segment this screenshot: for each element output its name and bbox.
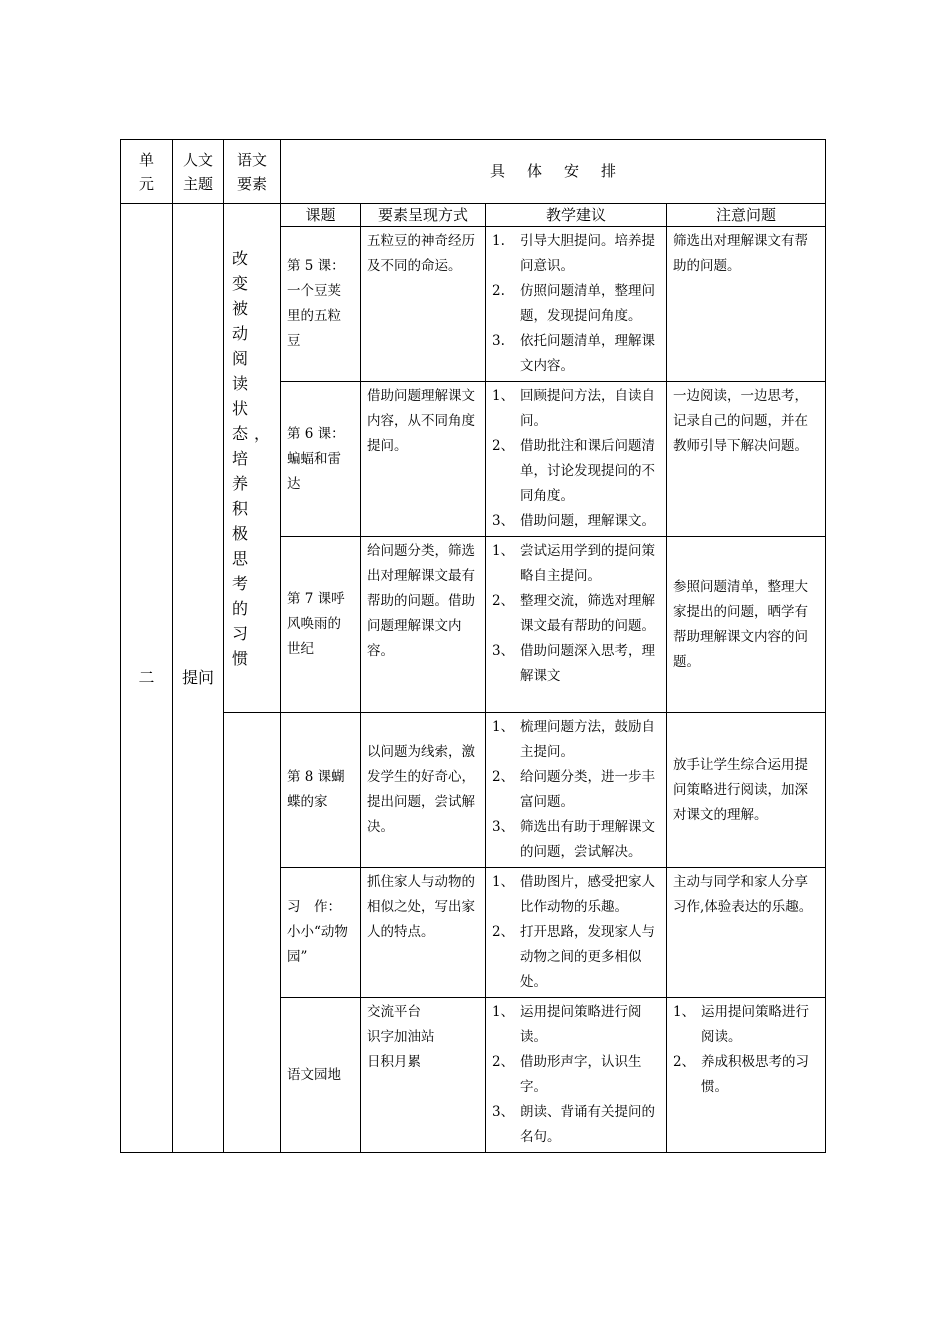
list-item: 3、 借助问题深入思考，理解课文 [492,643,655,684]
presentation-text: 借助问题理解课文内容，从不同角度提问。 [361,382,486,537]
theme-value: 提问 [173,204,224,1153]
presentation-line: 日积月累 [367,1054,421,1070]
attention-cell [667,998,826,1153]
list-item: 3、 借助问题，理解课文。 [492,513,655,529]
presentation-text: 以问题为线索，激发学生的好奇心，提出问题，尝试解决。 [361,713,486,868]
presentation-text: 给问题分类，筛选出对理解课文最有帮助的问题。借助问题理解课文内容。 [361,537,486,713]
list-item: 3. 依托问题清单，理解课文内容。 [492,333,655,374]
list-item: 3、 朗读、背诵有关提问的名句。 [492,1104,655,1145]
suggestion-cell [486,382,667,537]
attention-text: 参照问题清单，整理大家提出的问题，晒学有帮助理解课文内容的问题。 [667,537,826,713]
list-item: 1、 梳理问题方法，鼓励自主提问。 [492,719,655,760]
lesson-title: 第 6 课：蝙蝠和雷达 [281,382,361,537]
attention-text: 主动与同学和家人分享习作,体验表达的乐趣。 [667,868,826,998]
unit-value: 二 [121,204,173,1153]
attention-text: 一边阅读，一边思考，记录自己的问题，并在教师引导下解决问题。 [667,382,826,537]
header-row [121,140,826,204]
lesson-title: 第 5 课：一个豆荚里的五粒豆 [281,227,361,382]
header-theme-cell [173,140,224,204]
subheader-lesson: 课题 [281,204,361,227]
list-item: 2、 给问题分类，进一步丰富问题。 [492,769,655,810]
list-item: 3、 筛选出有助于理解课文的问题，尝试解决。 [492,819,655,860]
element-empty-cell [224,713,281,1153]
lesson-title: 第 7 课呼风唤雨的世纪 [281,537,361,713]
attention-text: 筛选出对理解课文有帮助的问题。 [667,227,826,382]
suggestion-cell [486,713,667,868]
list-item: 1. 引导大胆提问。培养提问意识。 [492,233,655,274]
list-item: 1、 借助图片，感受把家人比作动物的乐趣。 [492,874,655,915]
list-item: 1、 运用提问策略进行阅读。 [492,1004,642,1045]
list-item: 1、 运用提问策略进行阅读。 [673,1004,809,1045]
header-theme: 人文主题 [182,150,213,193]
suggestion-cell [486,998,667,1153]
suggestion-cell [486,537,667,713]
suggestion-cell [486,868,667,998]
list-item: 2、 养成积极思考的习惯。 [673,1054,809,1095]
subheader-row [121,204,826,227]
list-item: 2、 整理交流，筛选对理解课文最有帮助的问题。 [492,593,655,634]
list-item: 2、 借助形声字，认识生字。 [492,1054,642,1095]
list-item: 1、 尝试运用学到的提问策略自主提问。 [492,543,655,584]
presentation-text: 五粒豆的神奇经历及不同的命运。 [361,227,486,382]
attention-text: 放手让学生综合运用提问策略进行阅读，加深对课文的理解。 [667,713,826,868]
teaching-plan-table [120,139,826,1153]
header-arrangement: 具体安排 [281,140,826,204]
header-element-cell [224,140,281,204]
presentation-line: 识字加油站 [367,1029,435,1045]
list-item: 2、 借助批注和课后问题清单，讨论发现提问的不同角度。 [492,438,655,504]
presentation-text: 抓住家人与动物的相似之处，写出家人的特点。 [361,868,486,998]
header-unit: 单元 [138,150,154,193]
list-item: 2. 仿照问题清单，整理问题，发现提问角度。 [492,283,655,324]
subheader-suggestion: 教学建议 [486,204,667,227]
subheader-attention: 注意问题 [667,204,826,227]
lesson-title: 语文园地 [281,998,361,1153]
list-item: 2、 打开思路，发现家人与动物之间的更多相似处。 [492,924,655,990]
element-value-cell [224,204,281,713]
subheader-presentation: 要素呈现方式 [361,204,486,227]
header-unit-cell [121,140,173,204]
presentation-line: 交流平台 [367,1004,421,1020]
suggestion-cell [486,227,667,382]
element-value: 改变被动阅读状态，培养积极思考的习惯 [232,248,277,668]
presentation-cell [361,998,486,1153]
table-row [121,713,826,868]
lesson-title: 习 作：小小“动物园” [281,868,361,998]
list-item: 1、 回顾提问方法，自读自问。 [492,388,655,429]
header-element: 语文要素 [236,150,267,193]
lesson-title: 第 8 课蝴蝶的家 [281,713,361,868]
